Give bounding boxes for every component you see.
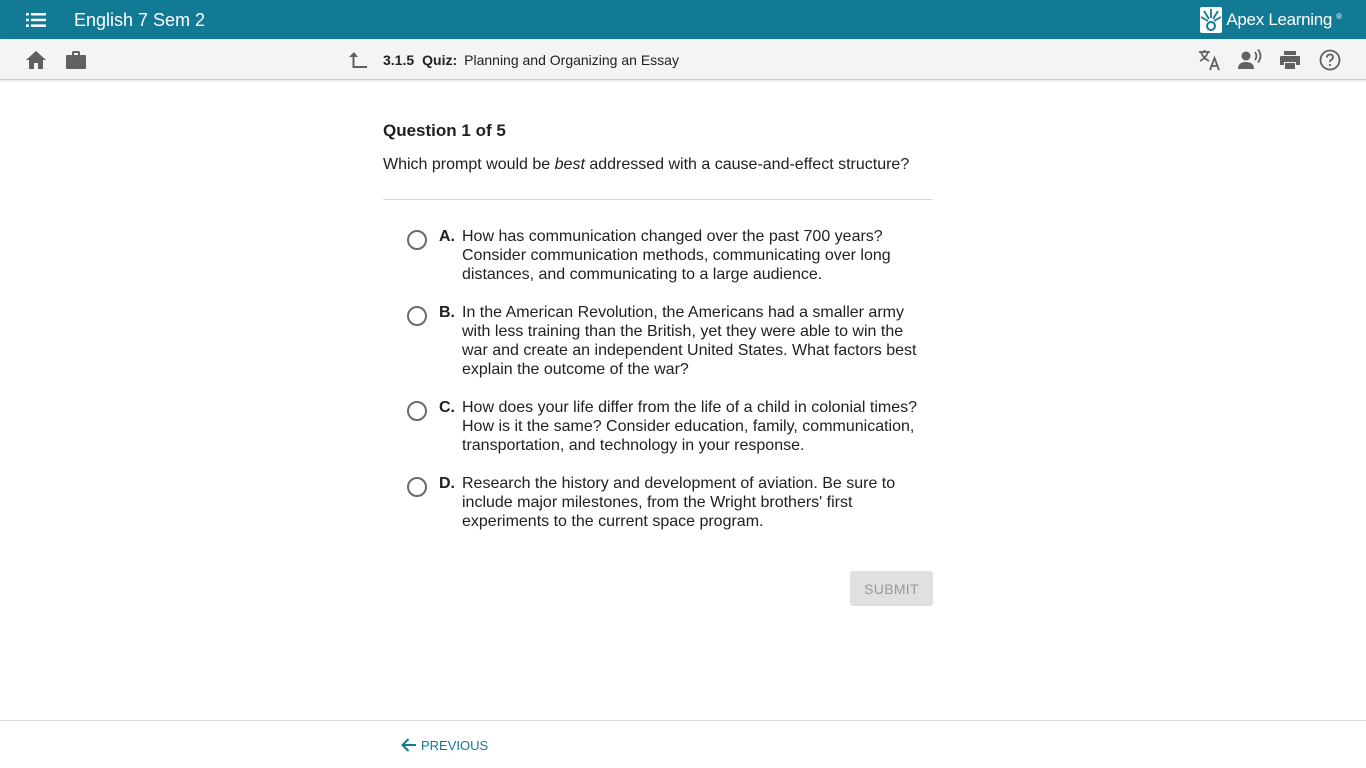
option-text: How has communication changed over the past 700 years? Consider communication methods, communicating over long distances, and communicating to a large audience.: [462, 228, 891, 283]
breadcrumb: [383, 39, 679, 80]
answer-option-b[interactable]: [407, 303, 937, 379]
lesson-number: 3.1.5: [383, 51, 415, 68]
course-title: English 7 Sem 2: [74, 10, 206, 30]
option-text: How does your life differ from the life of a child in colonial times? How is it the same? Consider education, family, communication, transportation, and technology in your response.: [462, 399, 918, 454]
option-text: In the American Revolution, the Americans had a smaller army with less training than the British, yet they were able to win the war and create an independent United States. What factors best explain the outcome of the war?: [462, 304, 917, 378]
menu-list-icon[interactable]: [24, 9, 48, 31]
option-letter: C.: [439, 399, 455, 416]
home-icon[interactable]: [24, 48, 48, 72]
divider: [383, 199, 933, 200]
option-letter: D.: [439, 475, 455, 492]
question-text-before: Which prompt would be: [383, 156, 555, 173]
option-text: Research the history and development of aviation. Be sure to include major milestones, from the Wright brothers' first experiments to the current space program.: [462, 475, 896, 530]
radio-button[interactable]: [407, 401, 427, 421]
answer-option-d[interactable]: [407, 474, 937, 531]
read-aloud-icon[interactable]: [1238, 48, 1262, 72]
submit-button[interactable]: SUBMIT: [850, 571, 933, 606]
previous-label: PREVIOUS: [421, 737, 489, 753]
brand-name: Apex Learning: [1226, 9, 1333, 29]
question-heading: Question 1 of 5: [383, 121, 506, 140]
option-letter: B.: [439, 304, 455, 321]
apex-sun-icon: [1200, 7, 1222, 33]
option-letter: A.: [439, 228, 455, 245]
briefcase-icon[interactable]: [64, 48, 88, 72]
answer-option-c[interactable]: [407, 398, 937, 455]
arrow-left-icon: [400, 736, 418, 754]
footer-nav: [0, 720, 1366, 768]
answer-option-a[interactable]: [407, 227, 937, 284]
radio-button[interactable]: [407, 230, 427, 250]
help-icon[interactable]: [1318, 48, 1342, 72]
back-arrow-icon[interactable]: [346, 48, 370, 72]
radio-button[interactable]: [407, 477, 427, 497]
question-text-emphasis: best: [554, 156, 585, 173]
print-icon[interactable]: [1278, 48, 1302, 72]
lesson-title: Planning and Organizing an Essay: [464, 51, 679, 68]
top-bar: [0, 0, 1366, 39]
toolbar: [0, 39, 1366, 80]
translate-icon[interactable]: [1198, 48, 1222, 72]
brand-trademark: ®: [1336, 12, 1342, 21]
previous-button[interactable]: [400, 734, 488, 756]
lesson-type: Quiz:: [422, 51, 458, 68]
radio-button[interactable]: [407, 306, 427, 326]
brand-logo[interactable]: [1200, 0, 1342, 39]
question-prompt: [383, 156, 943, 174]
question-text-after: addressed with a cause-and-effect structure?: [584, 156, 910, 173]
